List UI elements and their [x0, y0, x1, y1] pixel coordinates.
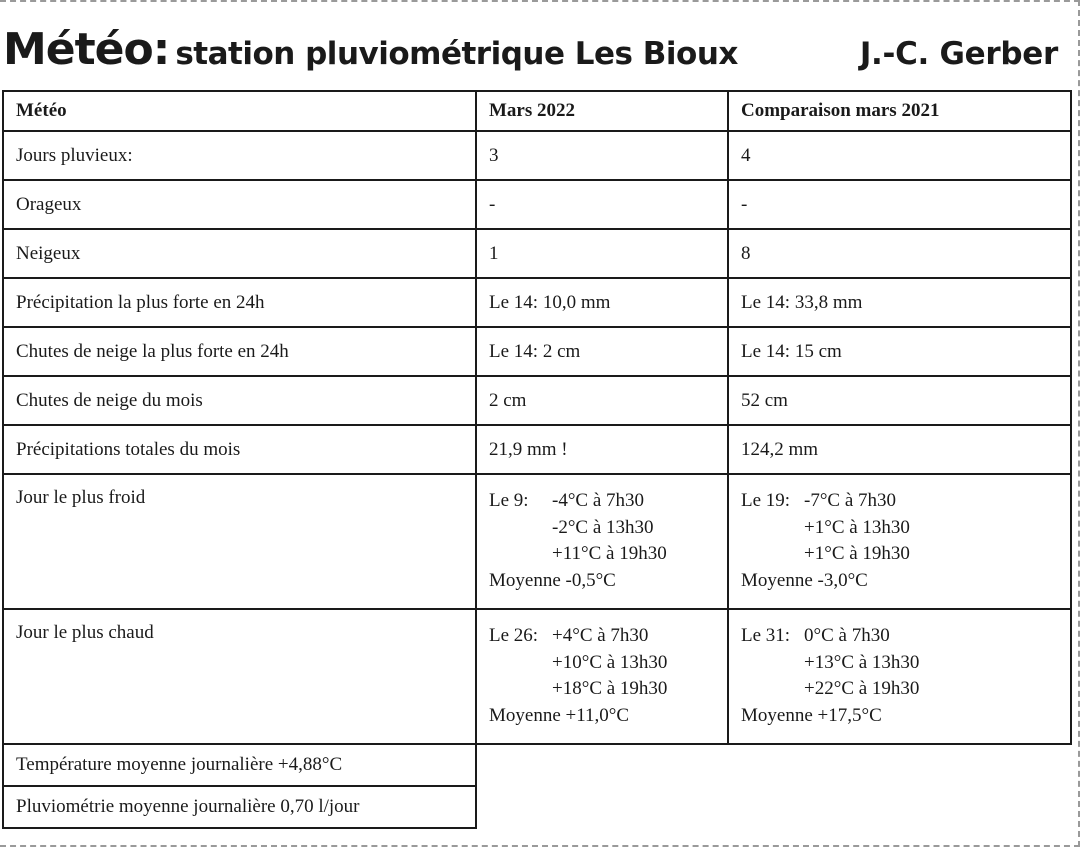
temp-evening: +18°C à 19h30	[552, 678, 668, 699]
average-rainfall: Pluviométrie moyenne journalière 0,70 l/jour	[3, 786, 476, 828]
row-label: Orageux	[3, 180, 476, 229]
table-row	[3, 376, 1071, 425]
cell-mars-2021: 124,2 mm	[728, 425, 1071, 474]
cell-mars-2021: 52 cm	[728, 376, 1071, 425]
footer-row	[3, 744, 1071, 786]
cell-mars-2022: 21,9 mm !	[476, 425, 728, 474]
weather-table	[2, 90, 1072, 829]
cell-mars-2021: Le 14: 33,8 mm	[728, 278, 1071, 327]
cell-mars-2022: 1	[476, 229, 728, 278]
temp-evening: +22°C à 19h30	[804, 678, 920, 699]
table-row	[3, 131, 1071, 180]
temp-average: Moyenne -0,5°C	[489, 569, 616, 591]
temp-average: Moyenne +17,5°C	[741, 704, 882, 726]
temp-morning: +4°C à 7h30	[552, 625, 649, 646]
column-header-meteo: Météo	[3, 91, 476, 131]
row-label: Jours pluvieux:	[3, 131, 476, 180]
table-header-row	[3, 91, 1071, 131]
table-row	[3, 278, 1071, 327]
temp-evening: +1°C à 19h30	[804, 543, 910, 564]
temp-average: Moyenne +11,0°C	[489, 704, 630, 726]
row-label: Chutes de neige la plus forte en 24h	[3, 327, 476, 376]
cell-mars-2021: 4	[728, 131, 1071, 180]
row-label: Jour le plus froid	[3, 474, 476, 609]
temp-morning: 0°C à 7h30	[804, 625, 890, 646]
title-station: station pluviométrique Les Bioux	[175, 36, 738, 72]
column-header-mars-2021: Comparaison mars 2021	[728, 91, 1071, 131]
page-title	[3, 24, 1060, 84]
temp-average: Moyenne -3,0°C	[741, 569, 868, 591]
row-label: Chutes de neige du mois	[3, 376, 476, 425]
row-label: Neigeux	[3, 229, 476, 278]
cell-mars-2021: 8	[728, 229, 1071, 278]
temp-midday: +1°C à 13h30	[804, 516, 910, 538]
cell-mars-2021	[728, 609, 1071, 744]
day-label: Le 26:	[489, 625, 539, 646]
cell-mars-2022	[476, 609, 728, 744]
author-name: J.-C. Gerber	[859, 36, 1058, 72]
row-label: Précipitation la plus forte en 24h	[3, 278, 476, 327]
table-row	[3, 180, 1071, 229]
table-row	[3, 425, 1071, 474]
cell-mars-2022: 2 cm	[476, 376, 728, 425]
cell-mars-2022: Le 14: 10,0 mm	[476, 278, 728, 327]
temp-midday: -2°C à 13h30	[552, 516, 654, 538]
cell-mars-2021: -	[728, 180, 1071, 229]
cell-mars-2021: Le 14: 15 cm	[728, 327, 1071, 376]
table-row-warmest-day	[3, 609, 1071, 744]
cell-mars-2022: 3	[476, 131, 728, 180]
temp-morning: -4°C à 7h30	[552, 490, 645, 511]
cell-mars-2022	[476, 474, 728, 609]
cell-mars-2022: Le 14: 2 cm	[476, 327, 728, 376]
day-label: Le 19:	[741, 490, 791, 511]
column-header-mars-2022: Mars 2022	[476, 91, 728, 131]
row-label: Précipitations totales du mois	[3, 425, 476, 474]
title-meteo: Météo:	[3, 24, 170, 75]
temp-evening: +11°C à 19h30	[552, 543, 667, 564]
table-row-coldest-day	[3, 474, 1071, 609]
table-row	[3, 327, 1071, 376]
cell-mars-2022: -	[476, 180, 728, 229]
row-label: Jour le plus chaud	[3, 609, 476, 744]
day-label: Le 9:	[489, 490, 529, 511]
cell-mars-2021	[728, 474, 1071, 609]
table-row	[3, 229, 1071, 278]
footer-row	[3, 786, 1071, 828]
average-temperature: Température moyenne journalière +4,88°C	[3, 744, 476, 786]
temp-morning: -7°C à 7h30	[804, 490, 897, 511]
temp-midday: +13°C à 13h30	[804, 651, 920, 673]
temp-midday: +10°C à 13h30	[552, 651, 668, 673]
day-label: Le 31:	[741, 625, 791, 646]
